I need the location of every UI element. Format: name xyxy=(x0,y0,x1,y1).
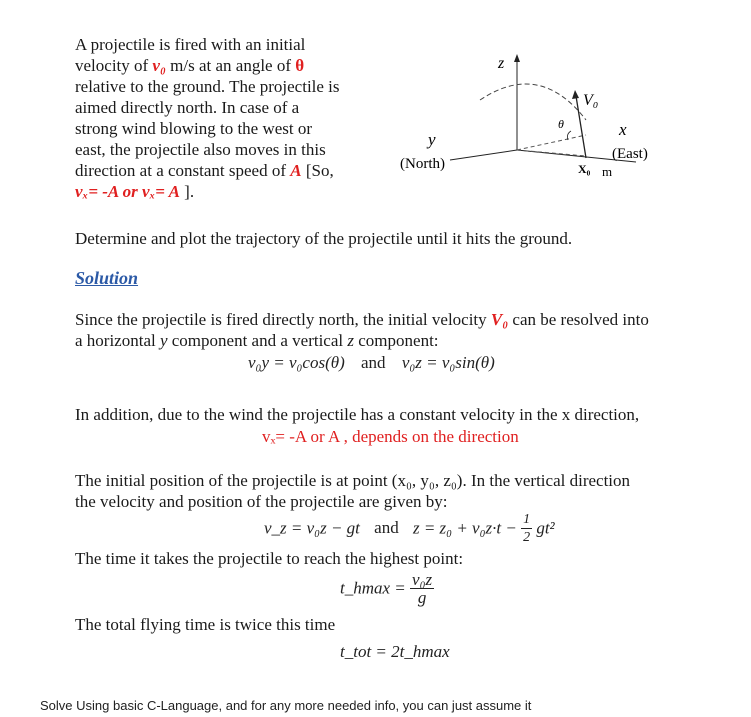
solution-paragraph-5: The total flying time is twice this time xyxy=(75,615,336,634)
time-to-peak-equation: t_hmax = $\frac{\text{v₀z}}{g}$ xyxy=(340,570,433,607)
footer-instruction: Solve Using basic C-Language, and for any more needed info, you can just assume it xyxy=(40,698,532,713)
velocity-components-equation: v₀y = v₀cos(θ) and v₀z = v₀sin(θ) xyxy=(248,353,495,372)
vertical-motion-equation: v_z = v₀z − gt and z = z₀ + v₀z·t − $\frac{1}{2}$ gt² xyxy=(264,512,555,545)
trajectory-diagram xyxy=(390,30,680,190)
theta-symbol: θ xyxy=(295,56,305,75)
A-symbol: A xyxy=(290,161,302,180)
solution-paragraph-1: Since the projectile is fired directly north, the initial velocity V₀ can be resolved into a horizontal y component and a vertical z component: xyxy=(75,310,649,350)
theta-arc xyxy=(567,131,571,140)
problem-line-7: direction at a constant speed of A [So, xyxy=(75,161,334,180)
east-label: (East) xyxy=(612,146,648,162)
north-label: (North) xyxy=(400,156,445,172)
problem-line-1: A projectile is fired with an initial xyxy=(75,35,306,54)
x0-label: X₀ xyxy=(578,162,591,176)
problem-line-5: strong wind blowing to the west or xyxy=(75,119,313,138)
v0-symbol: v₀ xyxy=(152,56,166,75)
velocity-arrow xyxy=(572,90,579,99)
v0-label: V₀ xyxy=(583,92,599,109)
y-axis xyxy=(450,150,517,160)
x-label: x xyxy=(619,120,627,139)
problem-line-2: velocity of v₀ m/s at an angle of θ xyxy=(75,56,305,75)
problem-line-4: aimed directly north. In case of a xyxy=(75,98,300,117)
z-label: z xyxy=(498,55,505,72)
wind-velocity-note: vₓ= -A or A , depends on the direction xyxy=(262,427,519,446)
V0-symbol: V₀ xyxy=(490,310,509,329)
solution-paragraph-4: The time it takes the projectile to reach the highest point: xyxy=(75,549,464,568)
projection-line xyxy=(517,135,586,150)
solution-paragraph-3: The initial position of the projectile is at point (x₀, y₀, z₀). In the vertical direction the velocity and position of the projectile are given by: xyxy=(75,471,631,511)
theta-label: θ xyxy=(558,117,564,131)
problem-statement xyxy=(75,34,375,202)
task-statement: Determine and plot the trajectory of the projectile until it hits the ground. xyxy=(75,229,573,248)
trajectory-arc xyxy=(480,84,586,120)
problem-line-3: relative to the ground. The projectile is xyxy=(75,77,340,96)
m-label: m xyxy=(602,164,613,179)
y-label: y xyxy=(428,130,436,149)
solution-paragraph-2: In addition, due to the wind the projectile has a constant velocity in the x direction, xyxy=(75,405,640,424)
problem-line-6: east, the projectile also moves in this xyxy=(75,140,326,159)
solution-heading: Solution xyxy=(75,268,139,288)
total-time-equation: t_tot = 2t_hmax xyxy=(340,642,450,661)
problem-line-8: vₓ= -A or vₓ= A ]. xyxy=(75,182,195,201)
z-axis-arrow xyxy=(514,54,520,62)
